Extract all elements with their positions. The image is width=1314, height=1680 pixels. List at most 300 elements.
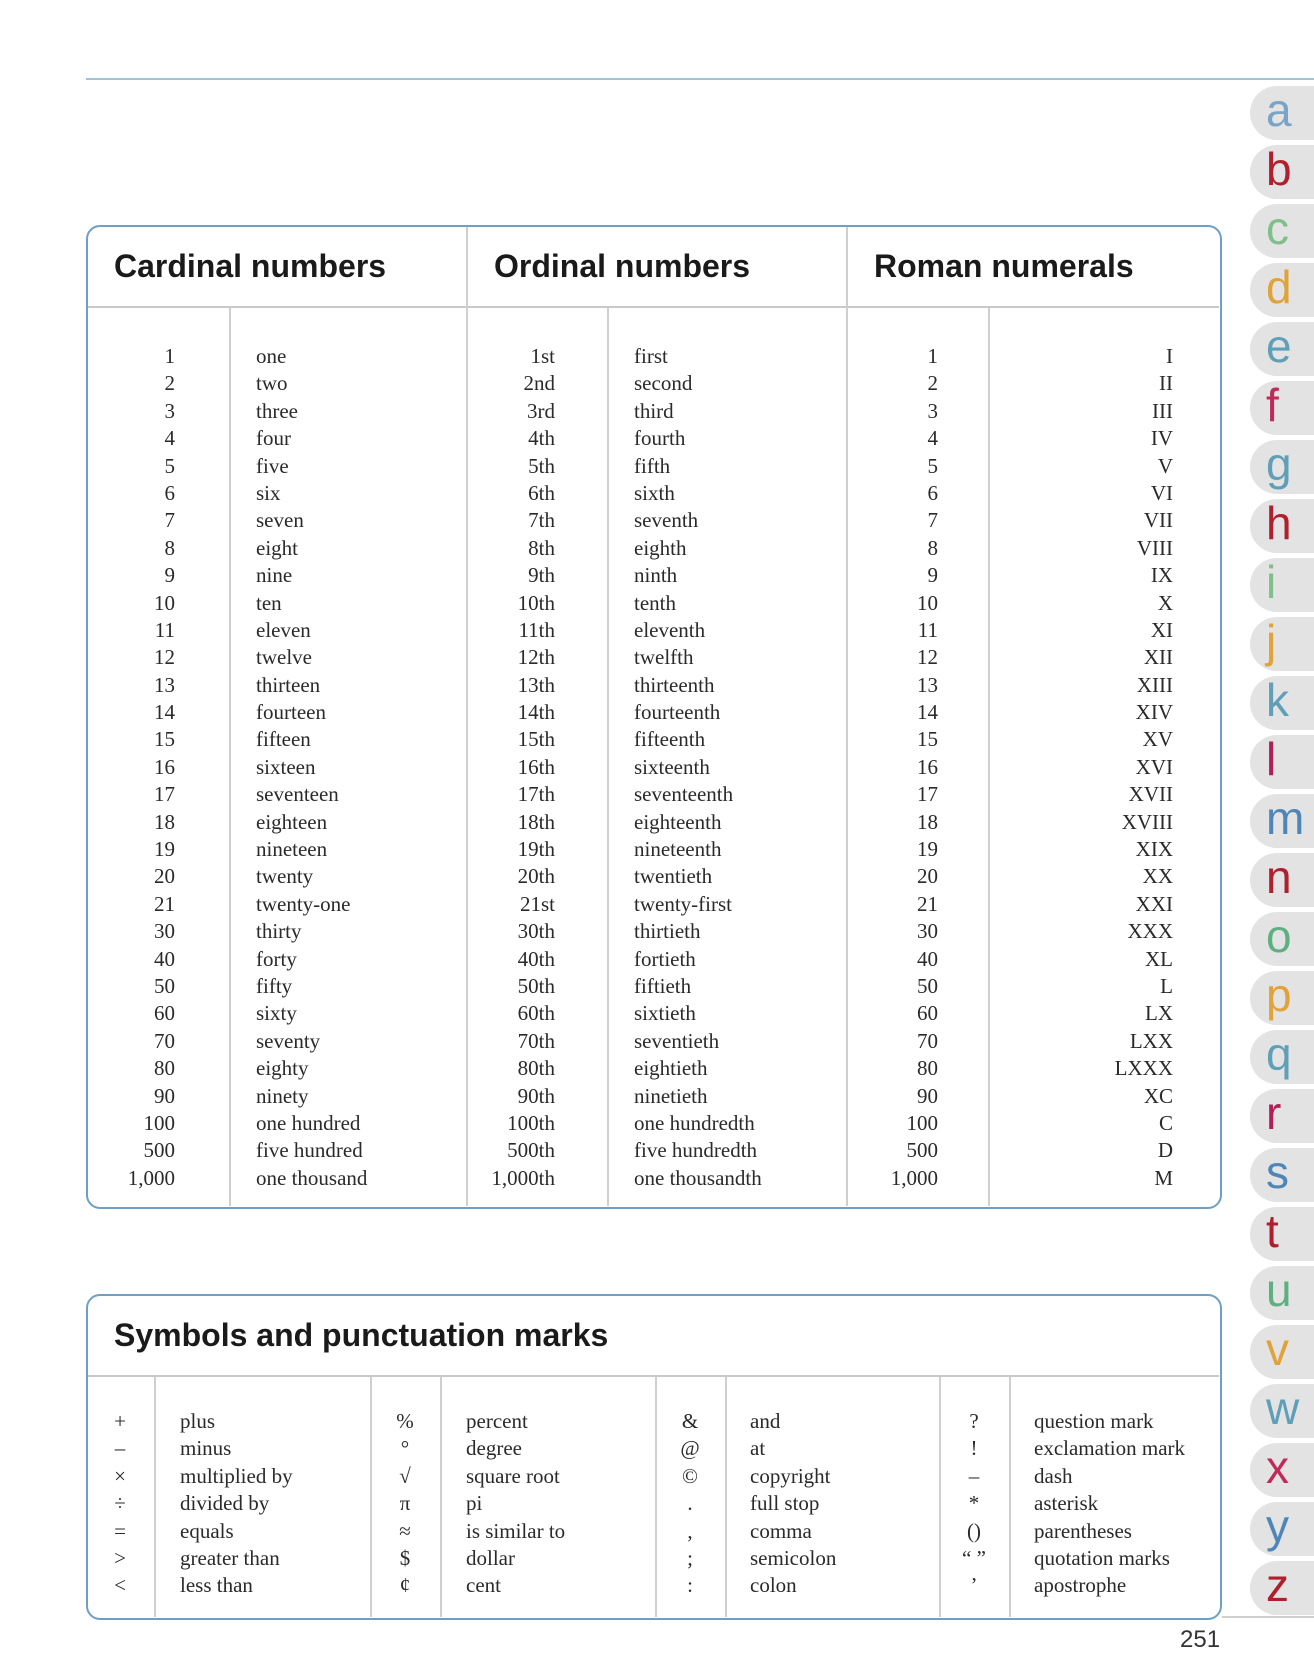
ordinal-digits-column (468, 343, 555, 1192)
ordinal-digit: 10th (517, 590, 555, 615)
symbol: @ (680, 1436, 700, 1461)
tab-letter-w[interactable] (1246, 1382, 1314, 1441)
cardinal-word: four (256, 426, 291, 451)
cardinal-word: two (256, 371, 288, 396)
symbol: + (114, 1409, 126, 1433)
cardinal-digit: 7 (164, 508, 175, 533)
symbol-name: equals (180, 1518, 234, 1543)
roman-numeral: XV (1142, 727, 1173, 752)
cardinal-word: fifteen (256, 727, 311, 752)
cardinal-word: nineteen (256, 837, 328, 862)
roman-digit: 70 (917, 1028, 938, 1053)
tab-letter-g[interactable] (1246, 438, 1314, 497)
roman-numeral: XIX (1135, 837, 1173, 862)
cardinal-word: twenty (256, 864, 314, 889)
tab-letter-t[interactable] (1246, 1205, 1314, 1264)
roman-digit: 20 (917, 864, 938, 889)
cardinal-digit: 80 (154, 1056, 175, 1081)
roman-numeral: XL (1145, 946, 1173, 971)
ordinal-word: sixth (634, 480, 675, 505)
ordinal-digit: 2nd (523, 371, 555, 396)
cardinal-digit: 50 (154, 973, 175, 998)
tab-background (1250, 735, 1314, 789)
ordinal-words-column (634, 343, 834, 1192)
symbol: – (114, 1436, 126, 1461)
symbol-name: percent (466, 1409, 528, 1433)
roman-digit: 18 (917, 809, 938, 834)
cardinal-digit: 20 (154, 864, 175, 889)
cardinal-word: sixty (256, 1001, 297, 1026)
cardinal-digit: 16 (154, 754, 175, 779)
roman-numeral: XVIII (1121, 809, 1173, 834)
symbol-name-column (180, 1408, 365, 1600)
roman-digit: 14 (917, 700, 938, 725)
tab-letter-label: k (1266, 674, 1289, 726)
ordinal-digit: 21st (519, 891, 555, 916)
roman-digit: 1 (927, 344, 938, 368)
symbol-name: quotation marks (1034, 1545, 1170, 1570)
ordinal-digit: 17th (517, 782, 555, 807)
ordinal-digit: 7th (528, 508, 555, 533)
symbol-name: divided by (180, 1491, 270, 1516)
tab-letter-d[interactable] (1246, 261, 1314, 320)
cardinal-digit: 2 (164, 371, 175, 396)
subcolumn-divider (229, 308, 231, 1206)
ordinal-word: ninetieth (634, 1083, 708, 1108)
roman-digit: 15 (917, 727, 938, 752)
tab-background (1250, 617, 1314, 671)
symbols-header: Symbols and punctuation marks (88, 1296, 1219, 1377)
ordinal-word: fortieth (634, 946, 696, 971)
roman-digit: 11 (917, 617, 938, 642)
ordinal-word: twentieth (634, 864, 713, 889)
symbol-name: minus (180, 1436, 232, 1461)
symbol: () (967, 1518, 981, 1543)
roman-digit: 4 (927, 426, 938, 451)
cardinal-digit: 9 (164, 563, 175, 588)
cardinal-digit: 5 (164, 453, 175, 478)
symbol: ° (400, 1436, 410, 1461)
symbol: & (681, 1409, 699, 1433)
tab-letter-label: u (1266, 1264, 1292, 1316)
column-divider (370, 1377, 372, 1617)
ordinal-word: fiftieth (634, 973, 692, 998)
cardinal-digit: 19 (154, 837, 175, 862)
roman-numeral: LXX (1129, 1028, 1173, 1053)
ordinal-word: twelfth (634, 645, 694, 670)
tab-letter-label: b (1266, 143, 1292, 195)
symbols-table (86, 1294, 1222, 1620)
symbol: – (968, 1463, 980, 1488)
tab-letter-c[interactable] (1246, 202, 1314, 261)
symbol-name: plus (180, 1409, 216, 1433)
ordinal-word: sixteenth (634, 754, 710, 779)
subcolumn-divider (1009, 1377, 1011, 1617)
ordinal-word: sixtieth (634, 1001, 696, 1026)
roman-numeral: XXI (1135, 891, 1173, 916)
tab-letter-x[interactable] (1246, 1441, 1314, 1500)
symbol-name-column (750, 1408, 935, 1600)
ordinal-word: eighteenth (634, 809, 722, 834)
subcolumn-divider (607, 308, 609, 1206)
symbol: × (114, 1463, 126, 1488)
roman-numeral: VIII (1136, 535, 1173, 560)
roman-numeral: XIII (1136, 672, 1173, 697)
roman-numerals-column (1018, 343, 1173, 1192)
tab-letter-p[interactable] (1246, 969, 1314, 1028)
ordinal-word: fifth (634, 453, 671, 478)
cardinal-word: twelve (256, 645, 312, 670)
ordinal-digit: 4th (528, 426, 555, 451)
roman-digit: 6 (927, 480, 938, 505)
ordinal-digit: 90th (517, 1083, 555, 1108)
tab-letter-label: e (1266, 320, 1292, 372)
roman-digit: 16 (917, 754, 938, 779)
roman-digit: 8 (927, 535, 938, 560)
tab-letter-label: o (1266, 910, 1292, 962)
cardinal-digit: 4 (164, 426, 175, 451)
symbol-name-column (466, 1408, 651, 1600)
cardinal-digit: 8 (164, 535, 175, 560)
ordinal-word: seventieth (634, 1028, 720, 1053)
roman-numeral: V (1157, 453, 1173, 478)
ordinal-word: second (634, 371, 693, 396)
roman-numeral: II (1159, 371, 1173, 396)
roman-numeral: XIV (1135, 700, 1173, 725)
symbol-name: apostrophe (1034, 1573, 1127, 1598)
ordinal-digit: 9th (528, 563, 555, 588)
numbers-table (86, 225, 1222, 1209)
symbol: : (687, 1573, 693, 1598)
roman-numeral: XC (1143, 1083, 1173, 1108)
roman-numeral: VI (1150, 480, 1173, 505)
tab-letter-label: n (1266, 851, 1292, 903)
roman-digit: 80 (917, 1056, 938, 1081)
tab-letter-label: q (1266, 1028, 1292, 1080)
symbol-column (98, 1408, 142, 1600)
ordinal-digit: 13th (517, 672, 555, 697)
cardinal-digit: 10 (154, 590, 175, 615)
subcolumn-divider (440, 1377, 442, 1617)
cardinal-digit: 3 (164, 398, 175, 423)
page-number: 251 (1180, 1626, 1221, 1653)
ordinal-word: nineteenth (634, 837, 722, 862)
cardinal-digit: 70 (154, 1028, 175, 1053)
cardinal-word: seventy (256, 1028, 321, 1053)
cardinal-word: ten (256, 590, 282, 615)
cardinal-digit: 13 (154, 672, 175, 697)
roman-numeral: LX (1145, 1001, 1173, 1026)
roman-digit: 50 (917, 973, 938, 998)
cardinal-header: Cardinal numbers (88, 227, 468, 308)
ordinal-word: eleventh (634, 617, 706, 642)
cardinal-digit: 40 (154, 946, 175, 971)
cardinal-digit: 500 (143, 1138, 175, 1163)
symbol: % (396, 1409, 414, 1433)
cardinal-word: one thousand (256, 1165, 368, 1190)
ordinal-digit: 40th (517, 946, 555, 971)
tab-background (1250, 1089, 1314, 1143)
symbol: ’ (970, 1573, 978, 1598)
cardinal-digit: 14 (154, 700, 175, 725)
ordinal-word: thirtieth (634, 919, 701, 944)
symbol-name: multiplied by (180, 1463, 293, 1488)
symbol: ; (687, 1545, 693, 1570)
ordinal-word: eightieth (634, 1056, 708, 1081)
tab-letter-y[interactable] (1246, 1500, 1314, 1559)
tab-letter-v[interactable] (1246, 1323, 1314, 1382)
tab-letter-label: l (1266, 733, 1277, 785)
symbol-name: dollar (466, 1545, 515, 1570)
roman-numeral: IX (1150, 563, 1173, 588)
tab-letter-o[interactable] (1246, 910, 1314, 969)
tab-letter-s[interactable] (1246, 1146, 1314, 1205)
tab-letter-label: g (1266, 438, 1292, 490)
cardinal-digit: 11 (154, 617, 175, 642)
tab-letter-n[interactable] (1246, 851, 1314, 910)
cardinal-digit: 1,000 (127, 1165, 175, 1190)
ordinal-digit: 12th (517, 645, 555, 670)
symbol-name: full stop (750, 1491, 820, 1516)
bottom-rule (1222, 1616, 1314, 1618)
cardinal-word: one (256, 344, 287, 368)
tab-letter-label: d (1266, 261, 1292, 313)
roman-numeral: M (1154, 1165, 1173, 1190)
symbol-name: cent (466, 1573, 501, 1598)
symbol-name-column (1034, 1408, 1219, 1600)
tab-letter-label: p (1266, 969, 1292, 1021)
tab-letter-label: a (1266, 84, 1292, 136)
ordinal-word: first (634, 344, 668, 368)
symbol: “ ” (962, 1545, 986, 1570)
cardinal-digit: 18 (154, 809, 175, 834)
ordinal-word: fifteenth (634, 727, 706, 752)
cardinal-word: five hundred (256, 1138, 363, 1163)
cardinal-word: three (256, 398, 298, 423)
ordinal-digit: 20th (517, 864, 555, 889)
cardinal-word: twenty-one (256, 891, 351, 916)
ordinal-word: ninth (634, 563, 678, 588)
tab-letter-label: m (1266, 792, 1305, 844)
cardinal-digits-column (108, 343, 175, 1192)
top-rule (86, 78, 1314, 80)
cardinal-word: nine (256, 563, 293, 588)
cardinal-digit: 1 (164, 344, 175, 368)
symbol-name: is similar to (466, 1518, 566, 1543)
symbol-name: asterisk (1034, 1491, 1099, 1516)
cardinal-digit: 60 (154, 1001, 175, 1026)
cardinal-digit: 90 (154, 1083, 175, 1108)
symbol-name: comma (750, 1518, 812, 1543)
tab-letter-z[interactable] (1246, 1559, 1314, 1618)
tab-background (1250, 1207, 1314, 1261)
cardinal-word: ninety (256, 1083, 309, 1108)
tab-letter-u[interactable] (1246, 1264, 1314, 1323)
ordinal-digit: 50th (517, 973, 555, 998)
tab-background (1250, 558, 1314, 612)
roman-numeral: L (1160, 973, 1173, 998)
tab-letter-r[interactable] (1246, 1087, 1314, 1146)
cardinal-word: fifty (256, 973, 293, 998)
ordinal-digit: 5th (528, 453, 555, 478)
ordinal-digit: 15th (517, 727, 555, 752)
column-divider (846, 227, 848, 1206)
ordinal-digit: 70th (517, 1028, 555, 1053)
symbol: ÷ (114, 1491, 126, 1516)
roman-digit: 3 (927, 398, 938, 423)
ordinal-word: third (634, 398, 674, 423)
cardinal-digit: 100 (143, 1110, 175, 1135)
tab-letter-a[interactable] (1246, 84, 1314, 143)
symbol: * (968, 1491, 980, 1516)
cardinal-word: five (256, 453, 289, 478)
roman-digit: 13 (917, 672, 938, 697)
tab-letter-label: h (1266, 497, 1292, 549)
roman-digit: 100 (906, 1110, 938, 1135)
roman-digit: 7 (927, 508, 938, 533)
symbol: > (114, 1545, 126, 1570)
roman-numeral: LXXX (1114, 1056, 1173, 1081)
tab-letter-e[interactable] (1246, 320, 1314, 379)
ordinal-word: one thousandth (634, 1165, 762, 1190)
cardinal-digit: 15 (154, 727, 175, 752)
roman-numeral: XI (1150, 617, 1173, 642)
ordinal-digit: 8th (528, 535, 555, 560)
ordinal-digit: 1st (530, 344, 555, 368)
symbol-column (668, 1408, 712, 1600)
symbol-column (383, 1408, 427, 1600)
roman-digits-column (868, 343, 938, 1192)
roman-numeral: III (1152, 398, 1173, 423)
alphabet-tabs (1246, 84, 1314, 1618)
symbol-name: exclamation mark (1034, 1436, 1186, 1461)
tab-letter-m[interactable] (1246, 792, 1314, 851)
ordinal-digit: 14th (517, 700, 555, 725)
cardinal-word: eight (256, 535, 298, 560)
cardinal-word: one hundred (256, 1110, 361, 1135)
symbol-name: pi (466, 1491, 483, 1516)
symbol-name: copyright (750, 1463, 831, 1488)
cardinal-digit: 6 (164, 480, 175, 505)
tab-letter-label: j (1266, 615, 1277, 667)
ordinal-digit: 80th (517, 1056, 555, 1081)
ordinal-digit: 500th (507, 1138, 555, 1163)
roman-numeral: XII (1143, 645, 1173, 670)
tab-letter-label: v (1266, 1323, 1289, 1375)
tab-letter-label: i (1266, 556, 1277, 608)
cardinal-words-column (256, 343, 456, 1192)
cardinal-digit: 21 (154, 891, 175, 916)
roman-digit: 500 (906, 1138, 938, 1163)
ordinal-digit: 100th (507, 1110, 555, 1135)
symbol: √ (399, 1463, 411, 1488)
ordinal-word: seventeenth (634, 782, 734, 807)
ordinal-word: fourth (634, 426, 686, 451)
ordinal-digit: 30th (517, 919, 555, 944)
ordinal-digit: 11th (518, 617, 555, 642)
cardinal-word: sixteen (256, 754, 316, 779)
ordinal-word: one hundredth (634, 1110, 755, 1135)
symbol-name: at (750, 1436, 766, 1461)
ordinal-word: fourteenth (634, 700, 721, 725)
ordinal-header: Ordinal numbers (468, 227, 848, 308)
roman-digit: 9 (927, 563, 938, 588)
symbol-name: dash (1034, 1463, 1073, 1488)
symbol: ! (970, 1436, 978, 1461)
tab-letter-b[interactable] (1246, 143, 1314, 202)
tab-letter-label: s (1266, 1146, 1289, 1198)
ordinal-digit: 6th (528, 480, 555, 505)
tab-letter-label: y (1266, 1500, 1289, 1552)
symbol-name: and (750, 1409, 781, 1433)
ordinal-word: tenth (634, 590, 676, 615)
symbol: © (682, 1463, 698, 1488)
tab-letter-j[interactable] (1246, 615, 1314, 674)
cardinal-word: eighteen (256, 809, 328, 834)
tab-letter-l[interactable] (1246, 733, 1314, 792)
symbol: π (399, 1491, 411, 1516)
tab-letter-i[interactable] (1246, 556, 1314, 615)
roman-numeral: XX (1142, 864, 1173, 889)
subcolumn-divider (154, 1377, 156, 1617)
ordinal-word: five hundredth (634, 1138, 758, 1163)
ordinal-word: thirteenth (634, 672, 715, 697)
ordinal-word: seventh (634, 508, 699, 533)
cardinal-word: eleven (256, 617, 311, 642)
symbol: ≈ (399, 1518, 411, 1543)
ordinal-word: eighth (634, 535, 687, 560)
cardinal-word: thirteen (256, 672, 321, 697)
symbol: . (687, 1491, 693, 1516)
roman-numeral: I (1166, 344, 1173, 368)
roman-numeral: X (1157, 590, 1173, 615)
tab-letter-label: t (1266, 1205, 1279, 1257)
cardinal-word: six (256, 480, 281, 505)
tab-letter-k[interactable] (1246, 674, 1314, 733)
tab-letter-label: r (1266, 1087, 1282, 1139)
roman-numeral: IV (1150, 426, 1173, 451)
ordinal-word: twenty-first (634, 891, 732, 916)
tab-letter-f[interactable] (1246, 379, 1314, 438)
ordinal-digit: 1,000th (491, 1165, 555, 1190)
roman-digit: 2 (927, 371, 938, 396)
roman-digit: 21 (917, 891, 938, 916)
tab-background (1250, 381, 1314, 435)
symbol: < (114, 1573, 126, 1598)
cardinal-word: thirty (256, 919, 302, 944)
tab-letter-label: f (1266, 379, 1279, 431)
symbol: ¢ (399, 1573, 411, 1598)
roman-digit: 90 (917, 1083, 938, 1108)
symbol-name: parentheses (1034, 1518, 1132, 1543)
tab-letter-label: c (1266, 202, 1289, 254)
tab-letter-q[interactable] (1246, 1028, 1314, 1087)
roman-header: Roman numerals (848, 227, 1219, 308)
cardinal-word: eighty (256, 1056, 309, 1081)
tab-letter-h[interactable] (1246, 497, 1314, 556)
cardinal-word: seventeen (256, 782, 339, 807)
ordinal-digit: 16th (517, 754, 555, 779)
roman-numeral: C (1158, 1110, 1173, 1135)
subcolumn-divider (988, 308, 990, 1206)
cardinal-word: forty (256, 946, 297, 971)
cardinal-digit: 12 (154, 645, 175, 670)
symbol: , (687, 1518, 693, 1543)
roman-digit: 60 (917, 1001, 938, 1026)
ordinal-digit: 19th (517, 837, 555, 862)
roman-digit: 17 (917, 782, 938, 807)
roman-numeral: VII (1143, 508, 1173, 533)
